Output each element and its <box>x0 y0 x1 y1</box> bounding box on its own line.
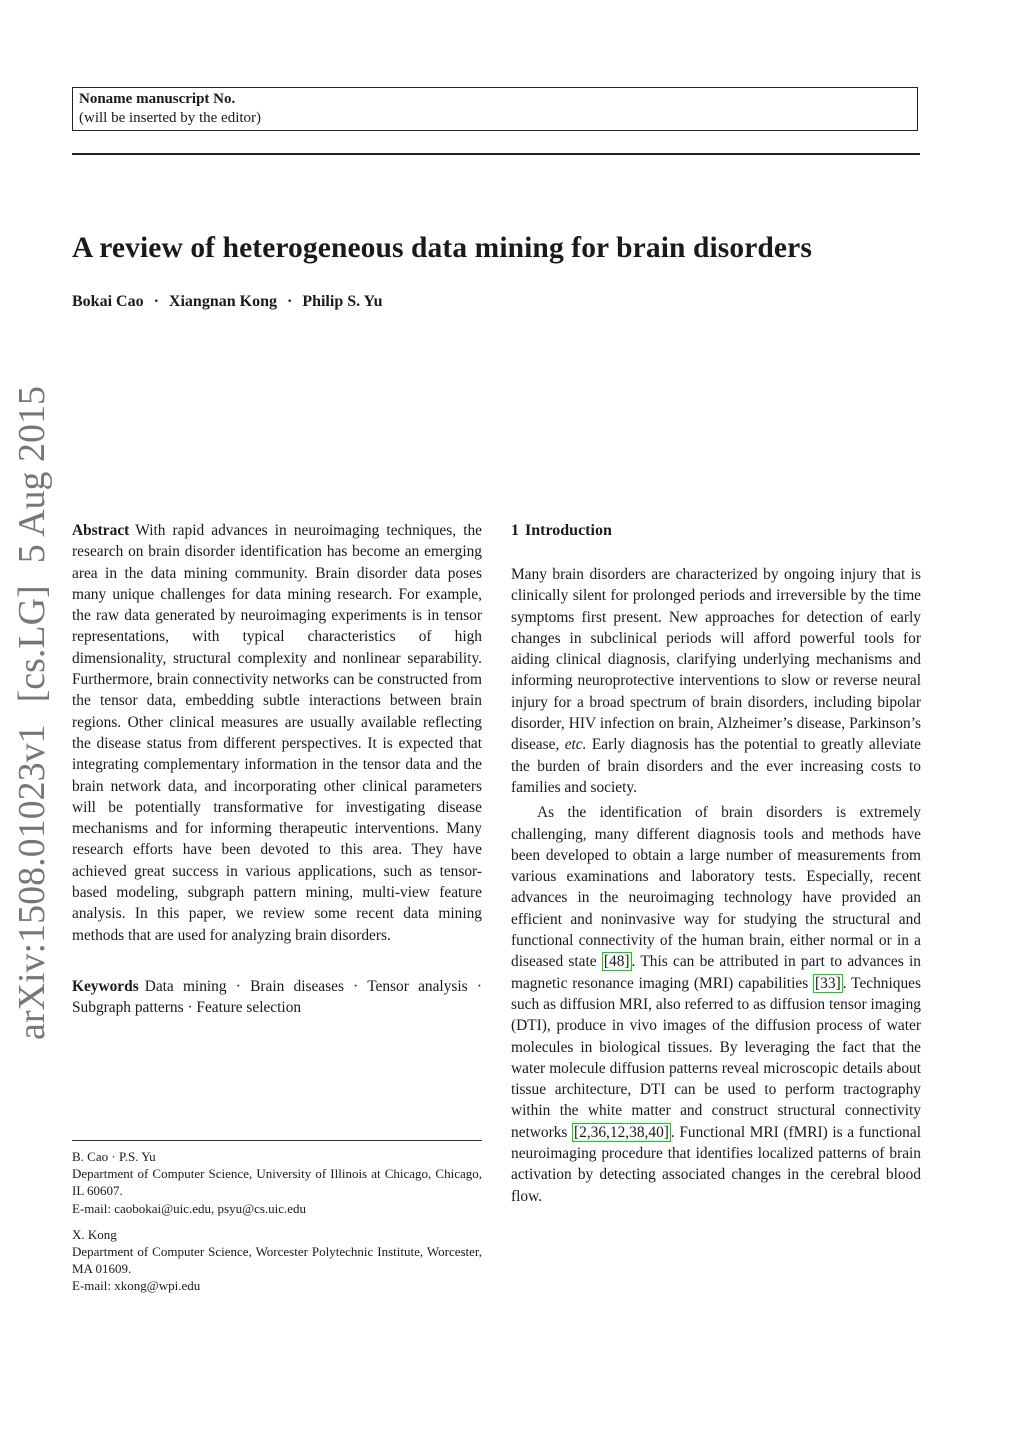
right-column <box>511 520 921 1207</box>
header-rule <box>72 153 920 155</box>
keywords-text: Data mining · Brain diseases · Tensor analysis · Subgraph patterns · Feature selection <box>72 977 482 1017</box>
intro-text: As the identification of brain disorders is extremely challenging, many different diagnosis tools and methods have been developed to obtain a large number of measurements from various examinations and laboratory tests. Especially, recent advances in the neuroimaging technology have provided an efficient and noninvasive way for studying the structural and functional connectivity of the human brain, either normal or in a diseased state <box>511 804 921 971</box>
intro-etc: etc. <box>564 736 587 754</box>
author-name: Bokai Cao <box>72 293 144 310</box>
affiliation-email: E-mail: caobokai@uic.edu, psyu@cs.uic.edu <box>72 1200 307 1216</box>
affiliations <box>72 1148 482 1295</box>
intro-paragraph-1 <box>511 564 921 798</box>
author-separator: · <box>286 293 293 310</box>
abstract-text: With rapid advances in neuroimaging techniques, the research on brain disorder identification has become an emerging area in the data mining community. Brain disorder data poses many unique challenges for data mining research. For example, the raw data generated by neuroimaging experiments is in tensor representations, with typical characteristics of high dimensionality, structural complexity and nonlinear separability. Furthermore, brain connectivity networks can be constructed from the tensor data, embedding subtle interactions between brain regions. Other clinical measures are usually available reflecting the disease status from different perspectives. It is expected that integrating complementary information in the tensor data and the brain network data, and incorporating other clinical parameters will be potentially transformative for investigating disease mechanisms and for informing therapeutic interventions. Many research efforts have been devoted to this area. They have achieved great success in various applications, such as tensor-based modeling, subgraph pattern mining, multi-view feature analysis. In this paper, we review some recent data mining methods that are used for analyzing brain disorders. <box>72 522 482 944</box>
footnote-rule <box>72 1140 482 1141</box>
author-list <box>72 293 383 311</box>
keywords <box>72 976 482 1019</box>
left-column <box>72 520 482 1019</box>
intro-text: Early diagnosis has the potential to greatly alleviate the burden of brain disorders and the ever increasing costs to families and society. <box>511 736 922 796</box>
abstract-label: Abstract <box>72 522 130 539</box>
intro-paragraph-2 <box>511 802 921 1207</box>
abstract <box>72 520 482 946</box>
citation-link[interactable]: [48] <box>603 953 630 971</box>
editor-note: (will be inserted by the editor) <box>79 110 262 126</box>
arxiv-id: arXiv:1508.01023v1 <box>11 724 53 1040</box>
section-heading <box>511 522 921 540</box>
manuscript-header-box <box>72 87 918 131</box>
section-title: Introduction <box>525 522 612 539</box>
intro-text: Many brain disorders are characterized by ongoing injury that is clinically silent for prolonged periods and irreversible by the time symptoms first present. New approaches for detection of early changes in subclinical periods will afford powerful tools for aiding clinical diagnosis, clarifying underlying mechanisms and informing neuroprotective interventions to slow or reverse neural injury for a broad spectrum of brain disorders, including bipolar disorder, HIV infection on brain, Alzheimer’s disease, Parkinson’s disease, <box>511 566 921 754</box>
affiliation-names: X. Kong <box>72 1226 117 1242</box>
intro-text: . Techniques such as diffusion MRI, also referred to as diffusion tensor imaging (DTI), produce in vivo images of the diffusion process of water molecules in biological tissues. By leveraging the fact that the water molecule diffusion patterns reveal microscopic details about tissue architecture, DTI can be used to perform tractography within the white matter and construct structural connectivity networks <box>511 974 921 1141</box>
intro-text: . This can be attributed in part to advances in magnetic resonance imaging (MRI) capabilities <box>511 953 921 992</box>
affiliation-email: E-mail: xkong@wpi.edu <box>72 1278 201 1294</box>
citation-link[interactable]: [33] <box>815 974 841 992</box>
author-name: Xiangnan Kong <box>168 293 277 310</box>
intro-text: . Functional MRI (fMRI) is a functional neuroimaging procedure that identifies localized patterns of brain activation by detecting associated changes in the cerebral blood flow. <box>511 1123 921 1205</box>
keywords-label: Keywords <box>72 977 139 995</box>
paper-title: A review of heterogeneous data mining for brain disorders <box>72 232 812 264</box>
author-name: Philip S. Yu <box>302 293 383 310</box>
affiliation-department: Department of Computer Science, Worcester Polytechnic Institute, Worcester, MA 01609. <box>72 1244 482 1277</box>
section-number: 1 <box>511 522 519 539</box>
arxiv-stamp <box>8 385 56 1040</box>
arxiv-category: [cs.LG] <box>11 585 53 703</box>
author-separator: · <box>153 293 159 310</box>
manuscript-number: Noname manuscript No. <box>79 91 236 107</box>
citation-link[interactable]: [2,36,12,38,40] <box>574 1123 669 1141</box>
affiliation-names: B. Cao · P.S. Yu <box>72 1149 156 1164</box>
affiliation-department: Department of Computer Science, University of Illinois at Chicago, Chicago, IL 60607. <box>72 1166 482 1199</box>
arxiv-date: 5 Aug 2015 <box>11 385 53 564</box>
